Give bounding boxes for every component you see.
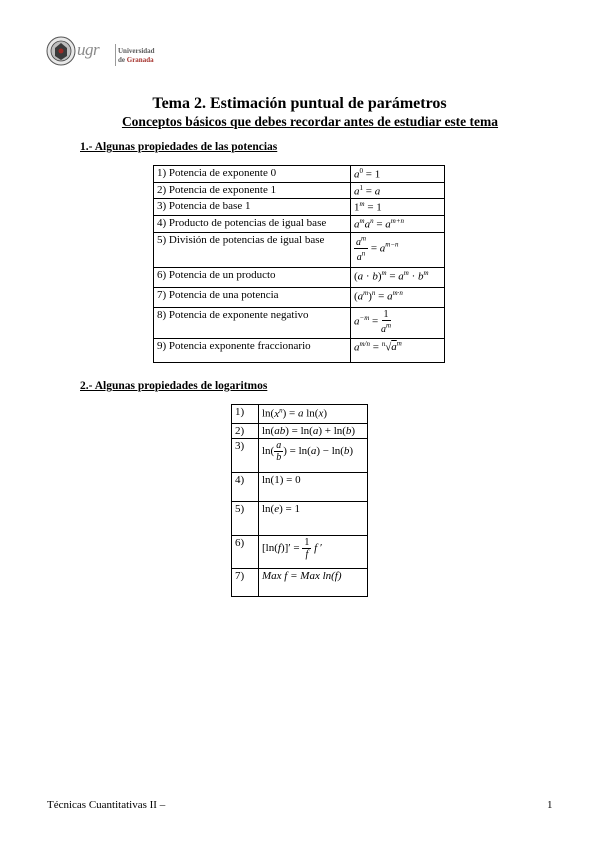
row-number: 5) (232, 502, 259, 536)
university-seal-icon (46, 36, 76, 66)
formula-cell: $\frac{a^m}{a^n}$ = $a^{m-n}$ (351, 232, 445, 267)
formula-cell: $\ln(x^n) = a$ ln(x) (259, 405, 368, 424)
page-title: Tema 2. Estimación puntual de parámetros (152, 95, 447, 112)
page-number: 1 (547, 799, 553, 811)
property-label: 9) Potencia exponente fraccionario (154, 338, 351, 362)
university-line1: Universidad (118, 47, 155, 55)
property-label: 7) Potencia de una potencia (154, 287, 351, 307)
formula-cell: ln(1) = 0 (259, 473, 368, 502)
table-row (154, 338, 445, 362)
formula-cell: ln( $\frac{a}{b}$ ) = ln(a) − ln(b) (259, 439, 368, 473)
formula-cell: Max f = Max ln(f) (259, 569, 368, 597)
table-row (232, 536, 368, 569)
row-number: 3) (232, 439, 259, 473)
row-number: 2) (232, 424, 259, 439)
powers-table (153, 165, 445, 363)
section2-heading: 2.- Algunas propiedades de logaritmos (80, 380, 268, 392)
table-row (154, 307, 445, 338)
table-row (154, 199, 445, 216)
logo-divider (115, 44, 116, 66)
section1-heading: 1.- Algunas propiedades de las potencias (80, 141, 278, 153)
table-row (154, 182, 445, 199)
granada-label: Granada (126, 56, 154, 64)
table-row (154, 287, 445, 307)
row-number: 4) (232, 473, 259, 502)
formula-cell: $a^{m/n} = ^n√a^m$ (351, 338, 445, 362)
table-row (154, 166, 445, 183)
formula-cell: $a^1 = a$ (351, 182, 445, 199)
table-row (154, 215, 445, 232)
university-line2: de Granada (118, 56, 154, 64)
property-label: 4) Producto de potencias de igual base (154, 215, 351, 232)
table-row (232, 473, 368, 502)
property-label: 3) Potencia de base 1 (154, 199, 351, 216)
row-number: 6) (232, 536, 259, 569)
page-subtitle: Conceptos básicos que debes recordar antes de estudiar este tema (121, 114, 499, 129)
university-logo (46, 36, 166, 70)
table-row (232, 569, 368, 597)
table-row (232, 424, 368, 439)
row-number: 7) (232, 569, 259, 597)
property-label: 8) Potencia de exponente negativo (154, 307, 351, 338)
formula-cell: [ln(f)]′ = $\frac{1}{f}$ f ′ (259, 536, 368, 569)
ugr-wordmark: ugr (77, 40, 100, 59)
property-label: 1) Potencia de exponente 0 (154, 166, 351, 183)
formula-cell: ln(e) = 1 (259, 502, 368, 536)
formula-cell: $a^0 = 1$ (351, 166, 445, 183)
table-row (232, 439, 368, 473)
formula-cell: $(a^m)^n = a^{m\cdot n}$ (351, 287, 445, 307)
row-number: 1) (232, 405, 259, 424)
formula-cell: $(a \cdot b)^m = a^m \cdot b^m$ (351, 267, 445, 287)
table-row (154, 232, 445, 267)
table-row (232, 502, 368, 536)
formula-cell: $1^m = 1$ (351, 199, 445, 216)
property-label: 2) Potencia de exponente 1 (154, 182, 351, 199)
university-name (118, 47, 155, 65)
property-label: 6) Potencia de un producto (154, 267, 351, 287)
table-row (154, 267, 445, 287)
formula-cell: $a^{-m}$ = $\frac{1}{a^m}$ (351, 307, 445, 338)
logarithms-table (231, 404, 368, 597)
formula-cell: $a^ma^n = a^{m+n}$ (351, 215, 445, 232)
table-row (232, 405, 368, 424)
formula-cell: ln(ab) = ln(a) + ln(b) (259, 424, 368, 439)
property-label: 5) División de potencias de igual base (154, 232, 351, 267)
footer-course: Técnicas Cuantitativas II – (47, 799, 166, 811)
